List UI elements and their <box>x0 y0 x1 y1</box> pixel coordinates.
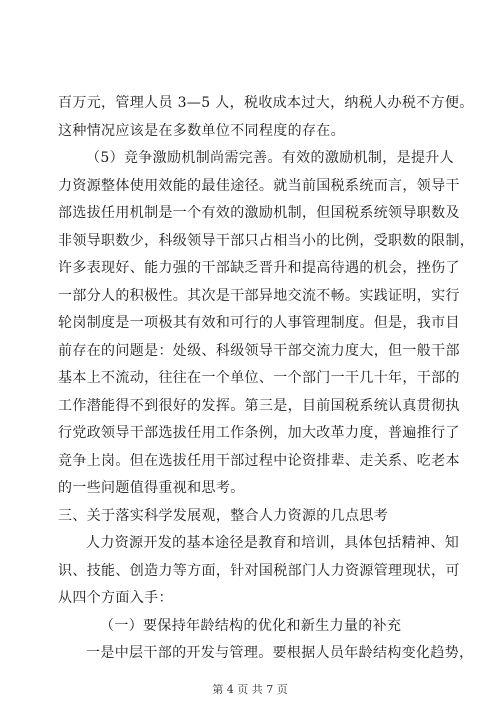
text-line: 识、技能、创造力等方面，针对国税部门人力资源管理现状，可 <box>58 563 460 579</box>
text-line: 一部分人的积极性。其次是干部异地交流不畅。实践证明，实行 <box>58 288 460 304</box>
text-line: 人力资源开发的基本途径是教育和培训，具体包括精神、知 <box>86 535 460 551</box>
text-line: 这种情况应该是在多数单位不同程度的存在。 <box>58 123 345 139</box>
text-line: 百万元，管理人员 3—5 人，税收成本过大，纳税人办税不方便。 <box>58 95 474 111</box>
subsection-heading: （一）要保持年龄结构的优化和新生力量的补充 <box>100 618 402 634</box>
text-line: 从四个方面入手： <box>58 590 173 606</box>
text-line: 的一些问题值得重视和思考。 <box>58 480 245 496</box>
text-line: （5）竞争激励机制尚需完善。有效的激励机制，是提升人 <box>86 150 455 166</box>
text-line: 部选拔任用机制是一个有效的激励机制，但国税系统领导职数及 <box>58 205 460 221</box>
text-line: 许多表现好、能力强的干部缺乏晋升和提高待遇的机会，挫伤了 <box>58 260 460 276</box>
text-line: 竞争上岗。但在选拔任用干部过程中论资排辈、走关系、吃老本 <box>58 453 460 469</box>
text-line: 轮岗制度是一项极其有效和可行的人事管理制度。但是，我市目 <box>58 315 460 331</box>
page-footer: 第 4 页 共 7 页 <box>212 683 288 696</box>
text-line: 前存在的问题是：处级、科级领导干部交流力度大，但一般干部 <box>58 343 460 359</box>
text-line: 力资源整体使用效能的最佳途径。就当前国税系统而言，领导干 <box>58 178 460 194</box>
text-line: 一是中层干部的开发与管理。要根据人员年龄结构变化趋势， <box>86 645 474 661</box>
text-line: 基本上不流动，往往在一个单位、一个部门一干几十年，干部的 <box>58 370 460 386</box>
section-heading: 三、关于落实科学发展观，整合人力资源的几点思考 <box>58 508 389 524</box>
text-line: 工作潜能得不到很好的发挥。第三是，目前国税系统认真贯彻执 <box>58 398 460 414</box>
text-line: 行党政领导干部选拔任用工作条例，加大改革力度，普遍推行了 <box>58 425 460 441</box>
text-line: 非领导职数少，科级领导干部只占相当小的比例，受职数的限制， <box>58 233 475 249</box>
